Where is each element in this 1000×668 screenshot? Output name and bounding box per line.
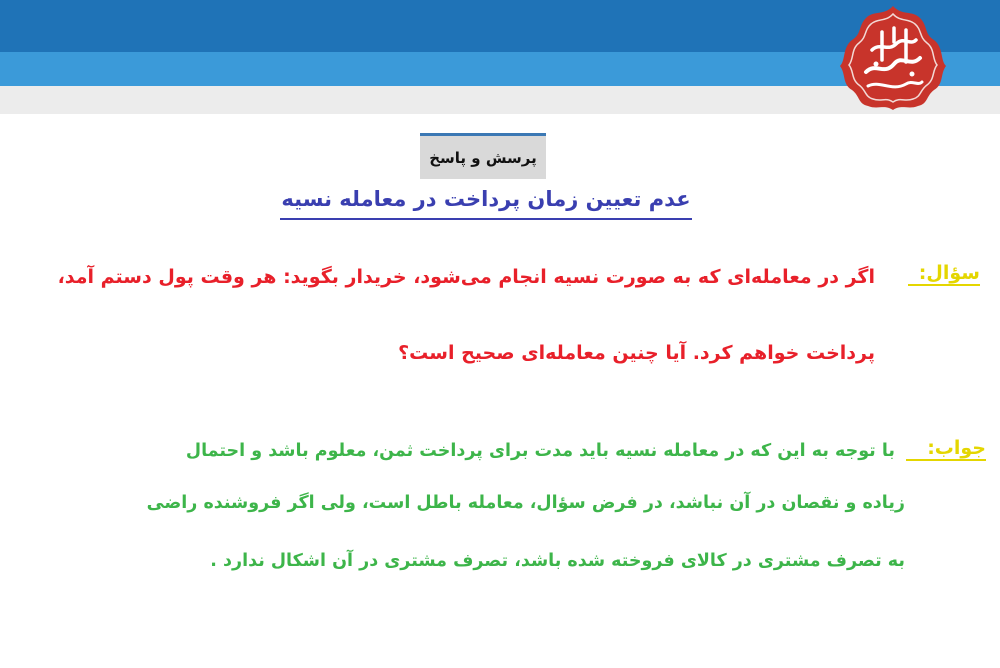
question-line: پرداخت خواهم کرد. آیا چنین معامله‌ای صحیح است؟ (398, 342, 875, 364)
question-label: سؤال: (908, 262, 980, 286)
answer-line: زیاده و نقصان در آن نباشد، در فرض سؤال، معامله باطل است، ولی اگر فروشنده راضی (146, 493, 905, 513)
qa-badge: پرسش و پاسخ (420, 133, 546, 179)
calligraphy-seal-icon (836, 2, 950, 112)
answer-label: جواب: (906, 437, 986, 461)
page-title: عدم تعیین زمان پرداخت در معامله نسیه (280, 182, 692, 220)
question-line: اگر در معامله‌ای که به صورت نسیه انجام می‌شود، خریدار بگوید: هر وقت پول دستم آمد، (57, 266, 875, 288)
answer-line: به تصرف مشتری در کالای فروخته شده باشد، تصرف مشتری در آن اشکال ندارد . (210, 551, 905, 571)
answer-line: با توجه به این که در معامله نسیه باید مدت برای پرداخت ثمن، معلوم باشد و احتمال (185, 441, 895, 461)
